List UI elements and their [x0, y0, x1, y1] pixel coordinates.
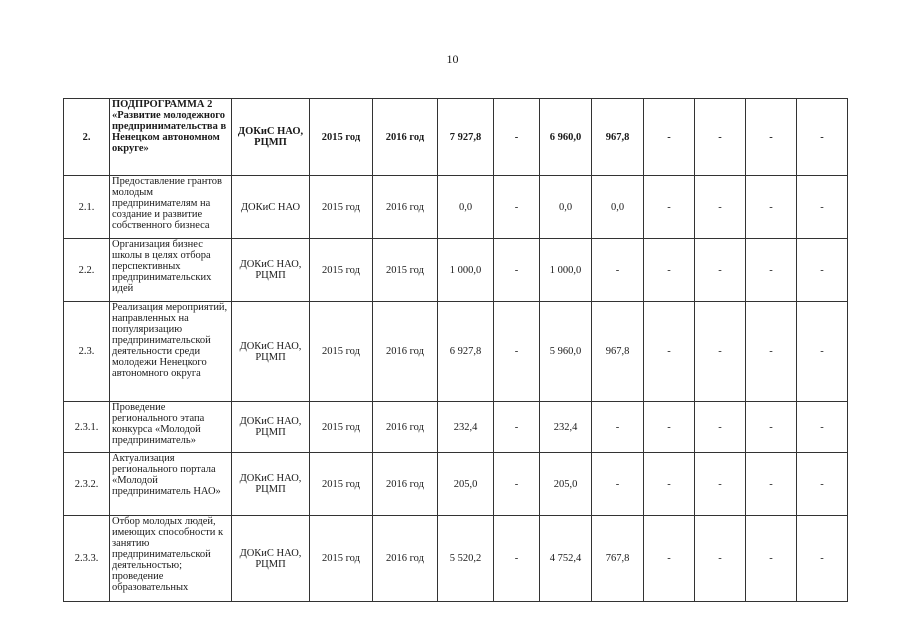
- row-cell: -: [746, 453, 797, 516]
- row-cell: 6 960,0: [540, 99, 592, 176]
- row-cell: -: [644, 516, 695, 602]
- row-cell: -: [644, 99, 695, 176]
- row-cell: 232,4: [540, 402, 592, 453]
- row-cell: -: [592, 402, 644, 453]
- row-start-year: 2015 год: [310, 516, 373, 602]
- row-start-year: 2015 год: [310, 176, 373, 239]
- row-end-year: 2016 год: [373, 302, 438, 402]
- row-cell: -: [797, 239, 848, 302]
- row-cell: 5 960,0: [540, 302, 592, 402]
- row-cell: -: [797, 99, 848, 176]
- row-cell: -: [494, 302, 540, 402]
- row-end-year: 2016 год: [373, 516, 438, 602]
- row-cell: 1 000,0: [540, 239, 592, 302]
- row-cell: 767,8: [592, 516, 644, 602]
- row-cell: -: [695, 402, 746, 453]
- row-end-year: 2016 год: [373, 453, 438, 516]
- program-table: [63, 98, 848, 602]
- row-name: Организация бизнес школы в целях отбора перспективных предпринимательских идей: [110, 239, 232, 302]
- row-total: 0,0: [438, 176, 494, 239]
- row-end-year: 2016 год: [373, 402, 438, 453]
- row-cell: -: [644, 239, 695, 302]
- row-end-year: 2016 год: [373, 176, 438, 239]
- table-row: [64, 302, 848, 402]
- row-executor: ДОКиС НАО, РЦМП: [232, 402, 310, 453]
- row-cell: -: [695, 239, 746, 302]
- row-cell: -: [746, 302, 797, 402]
- row-cell: -: [797, 453, 848, 516]
- row-executor: ДОКиС НАО, РЦМП: [232, 99, 310, 176]
- row-cell: -: [746, 516, 797, 602]
- row-cell: -: [797, 302, 848, 402]
- row-cell: -: [494, 402, 540, 453]
- row-cell: -: [644, 453, 695, 516]
- table-row: [64, 402, 848, 453]
- row-total: 6 927,8: [438, 302, 494, 402]
- row-cell: 0,0: [540, 176, 592, 239]
- row-cell: -: [746, 239, 797, 302]
- row-cell: 967,8: [592, 99, 644, 176]
- row-cell: -: [644, 302, 695, 402]
- row-cell: -: [746, 176, 797, 239]
- table-row: [64, 176, 848, 239]
- table-row: [64, 516, 848, 602]
- row-start-year: 2015 год: [310, 239, 373, 302]
- row-total: 7 927,8: [438, 99, 494, 176]
- row-start-year: 2015 год: [310, 402, 373, 453]
- row-cell: -: [695, 516, 746, 602]
- table-row: [64, 99, 848, 176]
- row-cell: 4 752,4: [540, 516, 592, 602]
- row-end-year: 2015 год: [373, 239, 438, 302]
- table-row: [64, 239, 848, 302]
- row-cell: -: [797, 176, 848, 239]
- row-number: 2.2.: [64, 239, 110, 302]
- row-name: ПОДПРОГРАММА 2 «Развитие молодежного предпринимательства в Ненецком автономном округе»: [110, 99, 232, 176]
- page-number: 10: [446, 52, 459, 66]
- row-start-year: 2015 год: [310, 302, 373, 402]
- row-total: 232,4: [438, 402, 494, 453]
- row-cell: -: [644, 402, 695, 453]
- row-cell: -: [644, 176, 695, 239]
- row-number: 2.1.: [64, 176, 110, 239]
- row-total: 5 520,2: [438, 516, 494, 602]
- row-cell: -: [746, 99, 797, 176]
- row-start-year: 2015 год: [310, 99, 373, 176]
- row-cell: -: [695, 99, 746, 176]
- row-total: 205,0: [438, 453, 494, 516]
- row-executor: ДОКиС НАО, РЦМП: [232, 516, 310, 602]
- row-cell: -: [494, 99, 540, 176]
- row-number: 2.3.1.: [64, 402, 110, 453]
- row-executor: ДОКиС НАО, РЦМП: [232, 453, 310, 516]
- row-cell: -: [797, 516, 848, 602]
- row-cell: -: [746, 402, 797, 453]
- row-end-year: 2016 год: [373, 99, 438, 176]
- row-cell: 0,0: [592, 176, 644, 239]
- row-name: Актуализация регионального портала «Молодой предприниматель НАО»: [110, 453, 232, 516]
- row-cell: -: [494, 516, 540, 602]
- row-name: Предоставление грантов молодым предпринимателям на создание и развитие собственного бизнеса: [110, 176, 232, 239]
- row-cell: 967,8: [592, 302, 644, 402]
- row-cell: 205,0: [540, 453, 592, 516]
- row-cell: -: [494, 176, 540, 239]
- row-cell: -: [592, 239, 644, 302]
- row-cell: -: [695, 453, 746, 516]
- row-total: 1 000,0: [438, 239, 494, 302]
- row-cell: -: [695, 176, 746, 239]
- row-cell: -: [797, 402, 848, 453]
- row-executor: ДОКиС НАО, РЦМП: [232, 239, 310, 302]
- row-executor: ДОКиС НАО, РЦМП: [232, 302, 310, 402]
- row-number: 2.3.3.: [64, 516, 110, 602]
- row-number: 2.: [64, 99, 110, 176]
- row-name: Реализация мероприятий, направленных на популяризацию предпринимательской деятельности среди молодежи Ненецкого автономного округа: [110, 302, 232, 402]
- row-cell: -: [695, 302, 746, 402]
- table-row: [64, 453, 848, 516]
- row-cell: -: [494, 453, 540, 516]
- row-start-year: 2015 год: [310, 453, 373, 516]
- row-executor: ДОКиС НАО: [232, 176, 310, 239]
- row-name: Проведение регионального этапа конкурса «Молодой предприниматель»: [110, 402, 232, 453]
- row-name: Отбор молодых людей, имеющих способности к занятию предпринимательской деятельностью; проведение образовательных: [110, 516, 232, 602]
- row-cell: -: [494, 239, 540, 302]
- row-number: 2.3.: [64, 302, 110, 402]
- row-cell: -: [592, 453, 644, 516]
- row-number: 2.3.2.: [64, 453, 110, 516]
